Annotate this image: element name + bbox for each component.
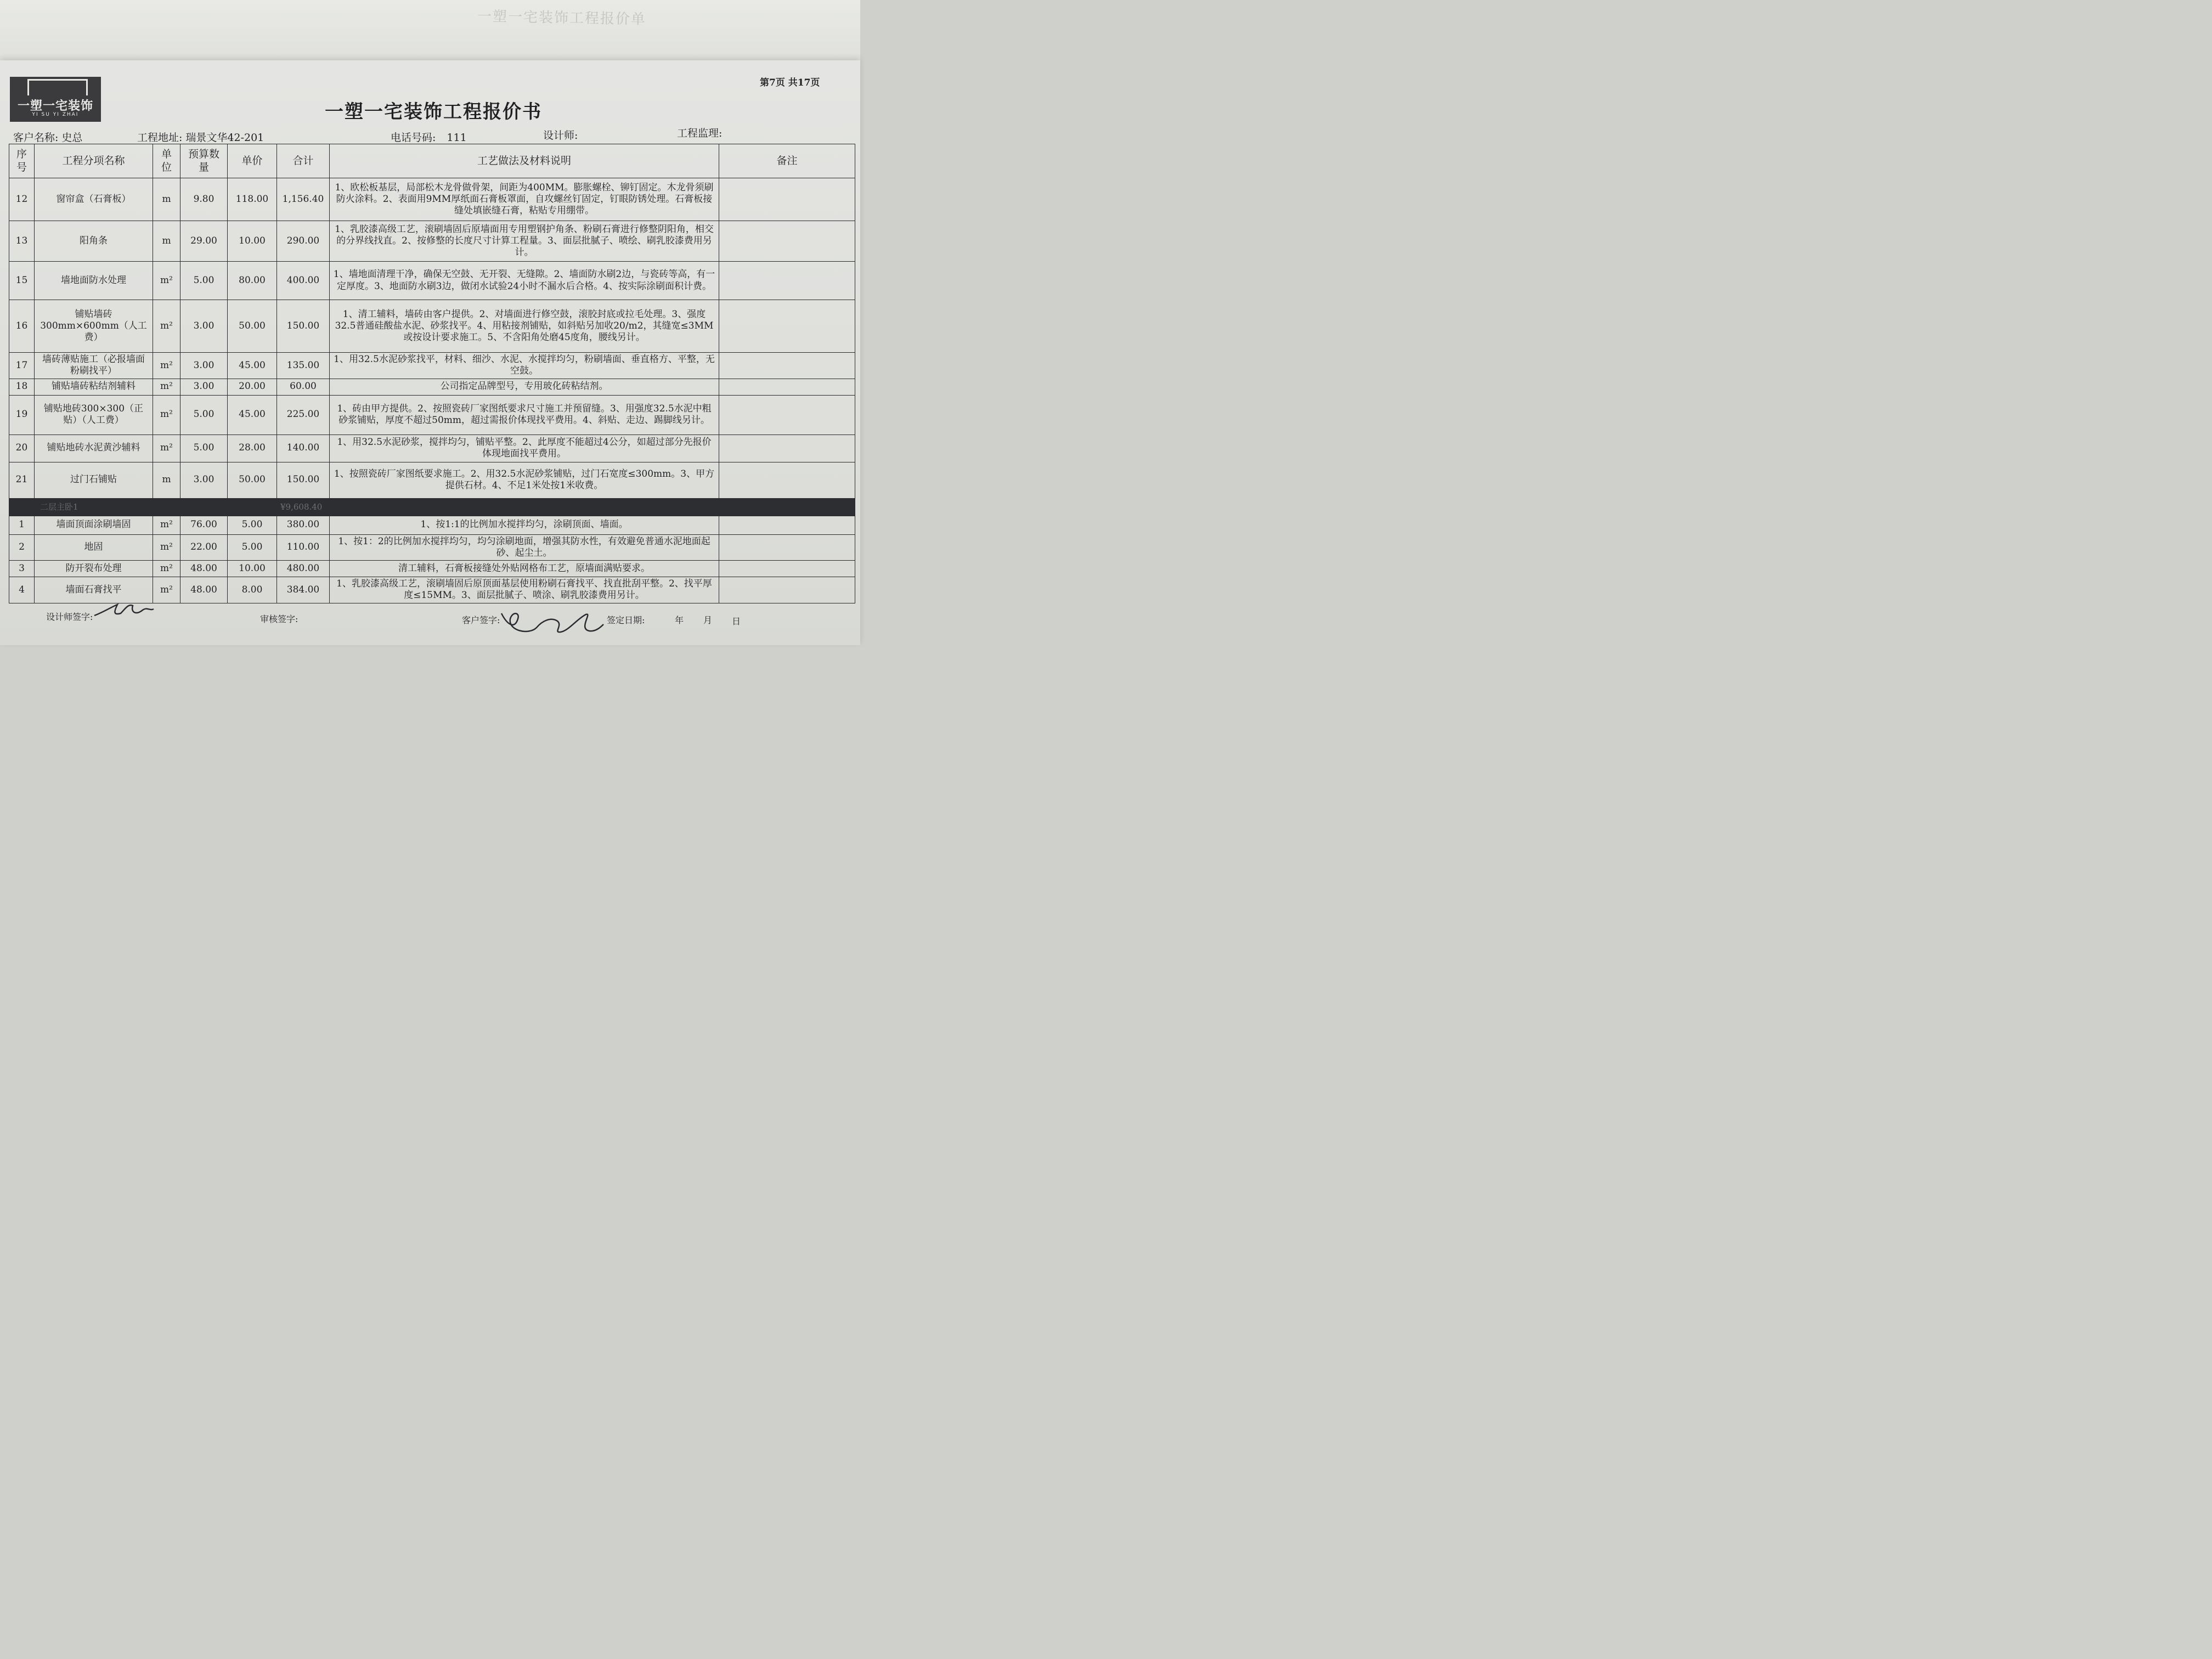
phone-value: 111 — [447, 132, 467, 144]
cell-price: 118.00 — [228, 178, 277, 221]
cell-qty: 48.00 — [180, 561, 228, 577]
date-label: 签定日期: — [607, 615, 645, 625]
cell-no: 3 — [9, 561, 35, 577]
cell-unit: m² — [153, 300, 180, 353]
designer-info — [543, 127, 578, 142]
cell-price: 80.00 — [228, 262, 277, 300]
table-row — [9, 379, 855, 395]
customer-label: 客户名称: — [13, 132, 59, 144]
cell-total: 480.00 — [277, 561, 330, 577]
cell-desc: 1、欧松板基层，局部松木龙骨做骨架，间距为400MM。膨胀螺栓、铆钉固定。木龙骨须刷防火涂料。2、表面用9MM厚纸面石膏板罩面，自攻螺丝钉固定，钉眼防锈处理。石膏板接缝处填嵌缝石膏，粘贴专用绷带。 — [330, 178, 719, 221]
table-row — [9, 178, 855, 221]
cell-remark — [719, 353, 855, 379]
cell-name: 铺贴墙砖粘结剂辅料 — [35, 379, 153, 395]
cell-name: 墙面石膏找平 — [35, 577, 153, 603]
cell-no: 2 — [9, 534, 35, 561]
cell-remark — [719, 178, 855, 221]
cell-total: 150.00 — [277, 462, 330, 498]
cell-desc: 1、砖由甲方提供。2、按照瓷砖厂家图纸要求尺寸施工并预留缝。3、用强度32.5水泥中粗砂浆铺贴，厚度不超过50mm，超过需报价体现找平费用。4、斜贴、走边、踢脚线另计。 — [330, 395, 719, 435]
cell-remark — [719, 516, 855, 534]
cell-desc: 1、用32.5水泥砂浆找平，材料、细沙、水泥、水搅拌均匀，粉刷墙面、垂直格方、平整，无空鼓。 — [330, 353, 719, 379]
cell-qty: 48.00 — [180, 577, 228, 603]
cell-no: 12 — [9, 178, 35, 221]
cell-name: 墙砖薄贴施工（必报墙面粉刷找平） — [35, 353, 153, 379]
quote-table — [9, 144, 855, 603]
cell-qty: 76.00 — [180, 516, 228, 534]
cell-total: 225.00 — [277, 395, 330, 435]
cell-name: 铺贴地砖300×300（正贴）（人工费） — [35, 395, 153, 435]
cell-total: 150.00 — [277, 300, 330, 353]
customer-signature-label: 客户签字: — [462, 615, 500, 625]
cell-qty: 3.00 — [180, 353, 228, 379]
cell-remark — [719, 379, 855, 395]
cell-no: 20 — [9, 435, 35, 462]
cell-name: 铺贴墙砖300mm×600mm（人工费） — [35, 300, 153, 353]
table-row — [9, 395, 855, 435]
header-no: 序号 — [9, 144, 35, 178]
cell-no: 13 — [9, 221, 35, 262]
review-signature-label: 审核签字: — [260, 614, 298, 624]
cell-qty: 5.00 — [180, 262, 228, 300]
cell-unit: m² — [153, 534, 180, 561]
cell-total: 60.00 — [277, 379, 330, 395]
cell-name: 阳角条 — [35, 221, 153, 262]
cell-unit: m² — [153, 395, 180, 435]
cell-no: 4 — [9, 577, 35, 603]
customer-info — [13, 129, 82, 144]
designer-label: 设计师: — [543, 129, 578, 142]
table-header-row — [9, 144, 855, 178]
cell-price: 10.00 — [228, 561, 277, 577]
logo-subtitle: YI SU YI ZHAI — [32, 112, 79, 117]
table-row — [9, 300, 855, 353]
cell-qty: 29.00 — [180, 221, 228, 262]
customer-signature — [496, 602, 606, 641]
header-remark: 备注 — [719, 144, 855, 178]
cell-price: 5.00 — [228, 534, 277, 561]
table-body — [9, 178, 855, 603]
table-row — [9, 435, 855, 462]
cell-price: 45.00 — [228, 395, 277, 435]
cell-price: 45.00 — [228, 353, 277, 379]
cell-unit: m² — [153, 561, 180, 577]
cell-name: 地固 — [35, 534, 153, 561]
address-info — [137, 129, 264, 144]
cell-unit: m² — [153, 435, 180, 462]
cell-no: 15 — [9, 262, 35, 300]
cell-price: 8.00 — [228, 577, 277, 603]
cell-desc: 清工辅料，石膏板接缝处外贴网格布工艺，原墙面满贴要求。 — [330, 561, 719, 577]
cell-no: 18 — [9, 379, 35, 395]
address-value: 瑞景文华42-201 — [185, 132, 264, 144]
table-row — [9, 221, 855, 262]
logo-house-icon — [27, 79, 88, 95]
cell-total: 380.00 — [277, 516, 330, 534]
cell-unit: m² — [153, 353, 180, 379]
cell-qty: 3.00 — [180, 462, 228, 498]
logo-name: 一塑一宅装饰 — [17, 99, 93, 113]
table-row — [9, 353, 855, 379]
cell-unit: m² — [153, 379, 180, 395]
table-row — [9, 561, 855, 577]
header-unit: 单位 — [153, 144, 180, 178]
cell-unit: m² — [153, 262, 180, 300]
cell-total: 290.00 — [277, 221, 330, 262]
cell-desc: 1、乳胶漆高级工艺，滚刷墙固后原顶面基层使用粉刷石膏找平、找直批刮平整。2、找平厚度≤15MM。3、面层批腻子、喷涂、刷乳胶漆费用另计。 — [330, 577, 719, 603]
header-name: 工程分项名称 — [35, 144, 153, 178]
cell-price: 5.00 — [228, 516, 277, 534]
cell-qty: 22.00 — [180, 534, 228, 561]
phone-info — [391, 129, 467, 144]
cell-remark — [719, 221, 855, 262]
cell-remark — [719, 435, 855, 462]
cell-unit: m — [153, 462, 180, 498]
cell-qty: 3.00 — [180, 300, 228, 353]
header-price: 单价 — [228, 144, 277, 178]
cell-name: 过门石铺贴 — [35, 462, 153, 498]
cell-remark — [719, 262, 855, 300]
cell-remark — [719, 395, 855, 435]
phone-label: 电话号码: — [391, 132, 436, 144]
header-total: 合计 — [277, 144, 330, 178]
cell-name: 窗帘盒（石膏板） — [35, 178, 153, 221]
cell-desc: 1、按1:1的比例加水搅拌均匀，涂刷顶面、墙面。 — [330, 516, 719, 534]
cell-total: 384.00 — [277, 577, 330, 603]
cell-no: 19 — [9, 395, 35, 435]
cell-desc: 1、乳胶漆高级工艺，滚刷墙固后原墙面用专用塑钢护角条、粉刷石膏进行修整阴阳角，相交的分界线找直。2、按修整的长度尺寸计算工程量。3、面层批腻子、喷绘、刷乳胶漆费用另计。 — [330, 221, 719, 262]
supervisor-label: 工程监理: — [677, 127, 723, 139]
cell-desc: 公司指定品牌型号，专用玻化砖粘结剂。 — [330, 379, 719, 395]
header-qty: 预算数量 — [180, 144, 228, 178]
cell-desc: 1、清工辅料，墙砖由客户提供。2、对墙面进行修空鼓，滚胶封底或拉毛处理。3、强度32.5普通硅酸盐水泥、砂浆找平。4、用粘接剂铺贴，如斜贴另加收20/m2，其缝宽≤3MM或按设计要求施工。5、不含阳角处磨45度角，腰线另计。 — [330, 300, 719, 353]
cell-desc: 1、用32.5水泥砂浆，搅拌均匀，铺贴平整。2、此厚度不能超过4公分，如超过部分先报价体现地面找平费用。 — [330, 435, 719, 462]
designer-signature-label: 设计师签字: — [46, 612, 93, 622]
designer-signature — [92, 599, 158, 623]
table-row — [9, 262, 855, 300]
cell-no: 1 — [9, 516, 35, 534]
cell-unit: m — [153, 178, 180, 221]
cell-qty: 3.00 — [180, 379, 228, 395]
cell-price: 10.00 — [228, 221, 277, 262]
cell-remark — [719, 300, 855, 353]
cell-price: 28.00 — [228, 435, 277, 462]
header-desc: 工艺做法及材料说明 — [330, 144, 719, 178]
page-indicator: 第7页 共17页 — [760, 77, 820, 88]
cell-name: 铺贴地砖水泥黄沙辅料 — [35, 435, 153, 462]
table-row — [9, 534, 855, 561]
cell-unit: m² — [153, 577, 180, 603]
date-month: 月 — [703, 615, 713, 625]
customer-value: 史总 — [61, 132, 83, 144]
cell-no: 16 — [9, 300, 35, 353]
section-label: 二层主卧1 — [9, 498, 277, 516]
table-row — [9, 462, 855, 498]
cell-total: 400.00 — [277, 262, 330, 300]
cell-name: 墙地面防水处理 — [35, 262, 153, 300]
date-year: 年 — [675, 615, 684, 625]
cell-qty: 9.80 — [180, 178, 228, 221]
address-label: 工程地址: — [137, 132, 183, 144]
section-row — [9, 498, 855, 516]
cell-qty: 5.00 — [180, 435, 228, 462]
cell-remark — [719, 534, 855, 561]
cell-price: 50.00 — [228, 462, 277, 498]
cell-remark — [719, 577, 855, 603]
cell-qty: 5.00 — [180, 395, 228, 435]
cell-total: 110.00 — [277, 534, 330, 561]
cell-desc: 1、按照瓷砖厂家图纸要求施工。2、用32.5水泥砂浆铺贴，过门石宽度≤300mm。3、甲方提供石材。4、不足1米处按1米收费。 — [330, 462, 719, 498]
table-row — [9, 516, 855, 534]
date-day: 日 — [732, 616, 741, 627]
cell-no: 21 — [9, 462, 35, 498]
cell-price: 50.00 — [228, 300, 277, 353]
document-title: 一塑一宅装饰工程报价书 — [325, 101, 542, 123]
cell-total: 1,156.40 — [277, 178, 330, 221]
cell-no: 17 — [9, 353, 35, 379]
cell-name: 防开裂布处理 — [35, 561, 153, 577]
cell-remark — [719, 561, 855, 577]
back-sheet-text: 一塑一宅装饰工程报价单 — [477, 8, 647, 28]
company-logo — [10, 77, 101, 122]
cell-remark — [719, 462, 855, 498]
cell-desc: 1、按1：2的比例加水搅拌均匀，均匀涂刷地面，增强其防水性，有效避免普通水泥地面起砂、起尘土。 — [330, 534, 719, 561]
cell-desc: 1、墙地面清理干净，确保无空鼓、无开裂、无缝隙。2、墙面防水刷2边，与瓷砖等高，有一定厚度。3、地面防水刷3边，做闭水试验24小时不漏水后合格。4、按实际涂刷面积计费。 — [330, 262, 719, 300]
cell-price: 20.00 — [228, 379, 277, 395]
cell-unit: m² — [153, 516, 180, 534]
supervisor-info — [677, 125, 722, 140]
cell-name: 墙面顶面涂刷墙固 — [35, 516, 153, 534]
section-total: ¥9,608.40 — [277, 498, 855, 516]
cell-unit: m — [153, 221, 180, 262]
cell-total: 140.00 — [277, 435, 330, 462]
cell-total: 135.00 — [277, 353, 330, 379]
